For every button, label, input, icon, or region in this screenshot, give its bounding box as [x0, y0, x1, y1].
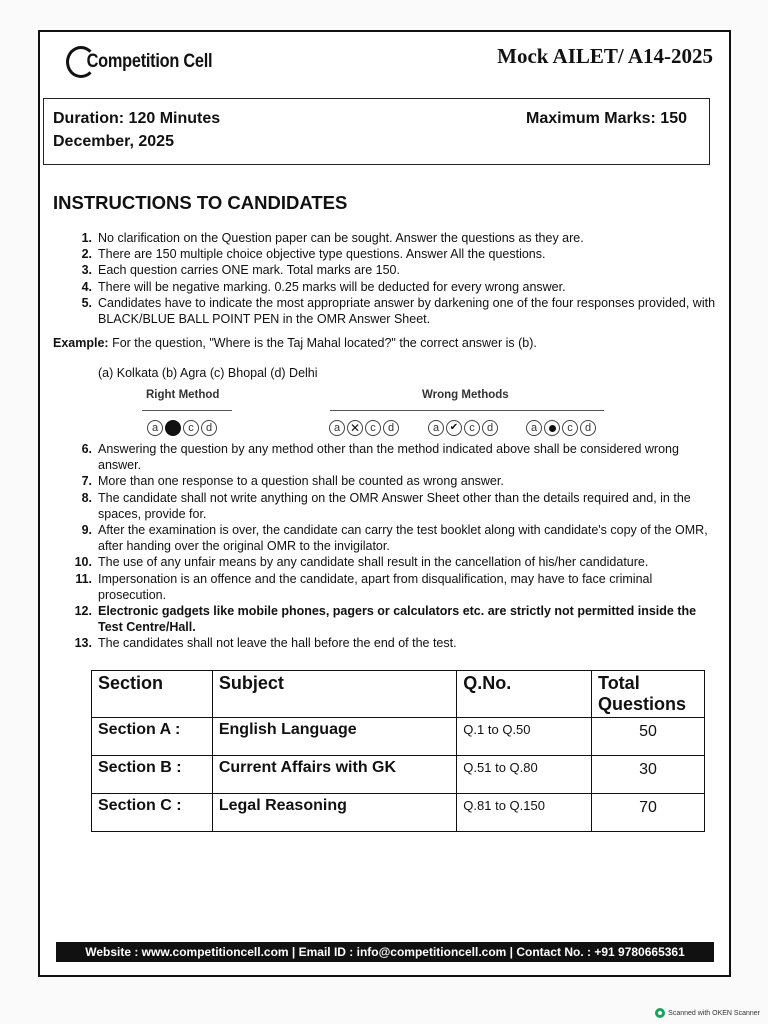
instruction-text: More than one response to a question shall be counted as wrong answer. [98, 474, 504, 489]
cell-section: Section A : [92, 718, 213, 756]
instruction-text: Each question carries ONE mark. Total marks are 150. [98, 263, 400, 278]
cell-total: 50 [592, 718, 705, 756]
instruction-number: 13. [74, 636, 92, 651]
exam-month: December, 2025 [53, 133, 174, 150]
cell-subject: English Language [212, 718, 456, 756]
bubble-c: c [562, 420, 578, 436]
instruction-text: Answering the question by any method other than the method indicated above shall be considered wrong answer. [98, 442, 679, 473]
instructions-heading: INSTRUCTIONS TO CANDIDATES [53, 192, 348, 213]
instruction-item [53, 262, 723, 278]
header-qno: Q.No. [457, 671, 592, 718]
bubble-c: c [365, 420, 381, 436]
bubble-a: a [428, 420, 444, 436]
bubble-b-filled [165, 420, 181, 436]
bubble-b-dot-icon [544, 420, 560, 436]
instruction-number: 7. [81, 474, 92, 489]
instruction-item [53, 246, 723, 262]
sections-table [91, 670, 705, 832]
instruction-text: Electronic gadgets like mobile phones, pagers or calculators etc. are strictly not permitted inside the Test Centre/Hall. [98, 604, 697, 635]
table-row [92, 794, 705, 832]
instruction-text: The candidates shall not leave the hall before the end of the test. [98, 636, 457, 651]
instruction-number: 1. [81, 231, 92, 245]
bubble-d: d [580, 420, 596, 436]
exam-info-box [43, 98, 710, 165]
wrong-method-tick-bubbles [428, 420, 498, 436]
mock-title: Mock AILET/ A14-2025 [497, 44, 713, 68]
cell-total: 30 [592, 756, 705, 794]
bubble-b-cross-icon [347, 420, 363, 436]
instruction-item [53, 554, 723, 570]
maximum-marks: Maximum Marks: 150 [526, 110, 687, 127]
competition-cell-logo [66, 44, 234, 80]
scanner-watermark [655, 1008, 760, 1018]
table-row [92, 718, 705, 756]
contact-footer: Website : www.competitioncell.com | Email ID : info@competitioncell.com | Contact No. : +91 9780665361 [56, 942, 714, 962]
duration: Duration: 120 Minutes [53, 110, 221, 127]
wrong-methods-label: Wrong Methods [422, 389, 509, 401]
instruction-item [53, 571, 723, 603]
cell-section: Section B : [92, 756, 213, 794]
scanner-text: Scanned with OKEN Scanner [668, 1009, 760, 1017]
bubble-d: d [383, 420, 399, 436]
logo-text: Competition Cell [86, 51, 213, 72]
instruction-text: There are 150 multiple choice objective type questions. Answer All the questions. [98, 247, 546, 262]
instruction-number: 9. [81, 523, 92, 538]
cell-subject: Legal Reasoning [212, 794, 456, 832]
cell-qno: Q.81 to Q.150 [457, 794, 592, 832]
instruction-number: 2. [81, 247, 92, 262]
instruction-item [53, 441, 723, 473]
instruction-text: The candidate shall not write anything on the OMR Answer Sheet other than the details required and, in the spaces, provide for. [98, 490, 691, 521]
right-method-rule [142, 410, 232, 411]
instruction-item [53, 635, 723, 651]
instruction-item [53, 295, 723, 327]
wrong-method-dot-bubbles [526, 420, 596, 436]
header-subject: Subject [212, 671, 456, 718]
instruction-text: Impersonation is an offence and the candidate, apart from disqualification, may have to face criminal prosecution. [98, 571, 653, 602]
instructions-list-1 [53, 230, 723, 327]
bubble-a: a [526, 420, 542, 436]
instruction-text: The use of any unfair means by any candidate shall result in the cancellation of his/her candidature. [98, 555, 649, 570]
header-section: Section [92, 671, 213, 718]
scanner-logo-icon [655, 1008, 665, 1018]
instruction-number: 10. [74, 555, 92, 570]
right-method-label: Right Method [146, 389, 220, 401]
instruction-number: 3. [81, 263, 92, 278]
table-row [92, 756, 705, 794]
example-options: (a) Kolkata (b) Agra (c) Bhopal (d) Delhi [98, 366, 318, 380]
bubble-d: d [482, 420, 498, 436]
bubble-a: a [329, 420, 345, 436]
header-total-questions: Total Questions [592, 671, 705, 718]
instruction-text: No clarification on the Question paper can be sought. Answer the questions as they are. [98, 231, 584, 245]
instruction-item [53, 522, 723, 554]
cell-section: Section C : [92, 794, 213, 832]
example-text: For the question, "Where is the Taj Mahal located?" the correct answer is (b). [112, 336, 537, 350]
wrong-methods-rule [330, 410, 604, 411]
wrong-method-cross-bubbles [329, 420, 399, 436]
instruction-text: After the examination is over, the candidate can carry the test booklet along with candidate's copy of the OMR, after handing over the original OMR to the invigilator. [98, 523, 708, 554]
example-label: Example: [53, 336, 109, 350]
cell-qno: Q.51 to Q.80 [457, 756, 592, 794]
instruction-text: Candidates have to indicate the most appropriate answer by darkening one of the four responses provided, with BLACK/BLUE BALL POINT PEN in the OMR Answer Sheet. [98, 295, 716, 327]
instruction-item-bold [53, 603, 723, 635]
cell-total: 70 [592, 794, 705, 832]
instruction-number: 5. [81, 295, 92, 310]
instruction-number: 8. [81, 490, 92, 505]
instruction-number: 4. [81, 279, 92, 294]
bubble-b-tick-icon [446, 420, 462, 436]
instructions-list-2 [53, 441, 723, 652]
cell-qno: Q.1 to Q.50 [457, 718, 592, 756]
instruction-item [53, 279, 723, 295]
instruction-item [53, 230, 723, 246]
cell-subject: Current Affairs with GK [212, 756, 456, 794]
instruction-number: 6. [81, 442, 92, 456]
instruction-number: 11. [75, 571, 92, 586]
instruction-number: 12. [74, 604, 92, 619]
bubble-c: c [464, 420, 480, 436]
bubble-c: c [183, 420, 199, 436]
example-line [53, 336, 537, 350]
instruction-item [53, 473, 723, 489]
right-method-bubbles [147, 420, 217, 436]
bubble-d: d [201, 420, 217, 436]
table-header-row [92, 671, 705, 718]
instruction-text: There will be negative marking. 0.25 marks will be deducted for every wrong answer. [98, 279, 566, 294]
bubble-a: a [147, 420, 163, 436]
instruction-item [53, 490, 723, 522]
